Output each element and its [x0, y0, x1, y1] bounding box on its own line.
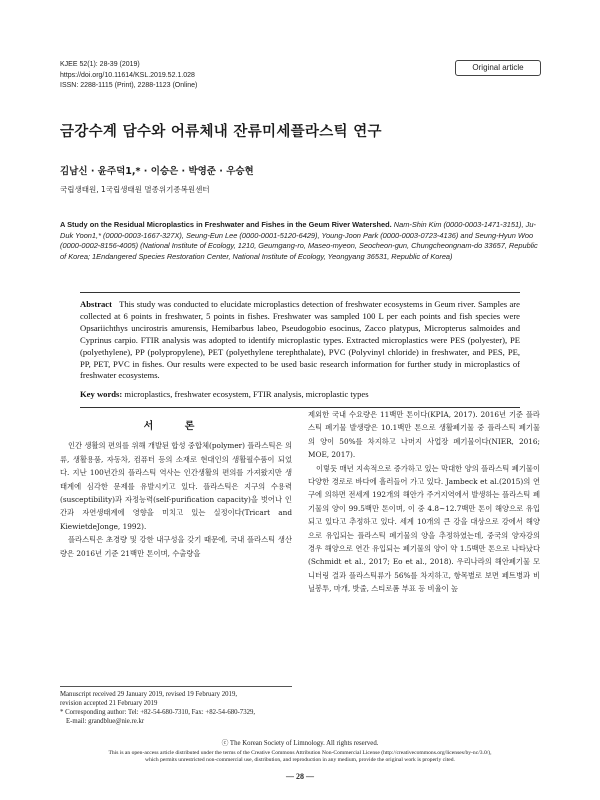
section-heading-introduction: 서 론: [143, 421, 209, 432]
abstract-box: [80, 292, 520, 408]
license-line-2: which permits unrestricted non-commercial use, distribution, and reproduction in any medium, provide the original work is properly cited.: [145, 757, 455, 764]
korean-title: 금강수계 담수와 어류체내 잔류미세플라스틱 연구: [60, 124, 382, 140]
page-number: — 28 —: [286, 772, 314, 781]
english-authors-affiliation: Nam-Shin Kim (0000-0003-1471-3151), Ju-Duk Yoon1,* (0000-0003-1667-327X), Seung-Eun Lee (0000-0001-5120-6429), Young-Joon Park (0000-0003-0723-4136) and Seung-Hyun Woo (0000-0002-8156-4005) (National Institute of Ecology, 1210, Geumgang-ro, Maseo-myeon, Seocheon-gun, Chungcheongnam-do 33657, Republic of Korea; 1Endangered Species Restoration Center, National Institute of Ecology, Yeongyang 36531, Republic of Korea): [60, 220, 538, 261]
english-title: A Study on the Residual Microplastics in Freshwater and Fishes in the Geum River Watershed.: [60, 220, 392, 229]
received-note: Manuscript received 29 January 2019, revised 19 February 2019,: [60, 691, 238, 698]
journal-citation: KJEE 52(1): 28-39 (2019): [60, 61, 140, 68]
journal-issn: ISSN: 2288-1115 (Print), 2288-1123 (Online): [60, 82, 198, 89]
accepted-note: revision accepted 21 February 2019: [60, 700, 158, 707]
copyright-line: ⓒ The Korean Society of Limnology. All rights reserved.: [221, 740, 379, 747]
license-line-1: This is an open-access article distributed under the terms of the Creative Commons Attribution Non-Commercial License (http://creativecommons.org/licenses/by-nc/3.0/),: [108, 750, 492, 756]
english-title-block: [60, 220, 540, 262]
abstract-label: Abstract: [80, 299, 112, 309]
manuscript-notes: [60, 686, 292, 726]
body-paragraph: 제외한 국내 수요량은 11백만 톤이다(KPIA, 2017). 2016년 기준 플라스틱 폐기물 발생량은 10.1백만 톤으로 생활폐기물 중 플라스틱 폐기물의 양이 50%를 차지하고 나머지 사업장 폐기물이다(NIER, 2016; MOE, 2017).: [308, 410, 540, 460]
abstract-text: This study was conducted to elucidate microplastics detection of freshwater ecosystems in Geum river. Samples are collected at 6 points in freshwater, 5 points in fishes. Freshwater was sampled 100 L per each points and fish species were Opsariichthys uncirostris amurensis, Hemibarbus labeo, Pseudogobio esocinus, Zacco platypus, Micropterus salmoides and Cyprinus carpio. FTIR analysis was adopted to identify microplastic types. Extracted microplastics were PES (polyester), PE (polyethylene), PP (polypropylene), PET (polyethylene terephthalate), PVC (Polyvinyl chloride) in freshwater, and PES, PE, PP, PET, PVC in fishes. Our results were expected to be used basic research information for further study in microplastics of freshwater ecosystems.: [80, 299, 520, 381]
corresponding-note: * Corresponding author: Tel: +82-54-680-7310, Fax: +82-54-680-7329,: [60, 709, 256, 716]
journal-info: [60, 60, 197, 92]
license-text: [60, 750, 540, 765]
email-note: E-mail: grandblue@nie.re.kr: [66, 718, 145, 725]
keywords: [80, 389, 520, 401]
keywords-label: Key words:: [80, 389, 123, 400]
korean-affiliation: 국립생태원, 1국립생태원 멸종위기종복원센터: [60, 185, 210, 194]
right-column: [308, 408, 540, 596]
journal-doi[interactable]: https://doi.org/10.11614/KSL.2019.52.1.028: [60, 71, 195, 79]
korean-authors: 김남신 · 윤주덕1,* · 이승은 · 박영준 · 우승현: [60, 166, 254, 177]
keywords-text: microplastics, freshwater ecosystem, FTIR analysis, microplastic types: [124, 389, 369, 400]
article-type-badge: Original article: [455, 60, 541, 76]
body-paragraph: 인간 생활의 편의를 위해 개발된 합성 중합체(polymer) 플라스틱은 의류, 생활용품, 자동차, 컴퓨터 등의 소재로 현대인의 생활필수품이 되었다. 지난 100년간의 플라스틱 역사는 인간생활의 편의를 가져왔지만 생태계에 심각한 문제를 유발시키고 있다. 플라스틱은 지구의 수용력(susceptibility)과 자정능력(self-purification capacity)을 벗어나 인간과 자연생태계에 영향을 미치고 있는 실정이다(Tricart and KiewietdeJonge, 1992).: [60, 441, 292, 531]
abstract: [80, 299, 520, 382]
left-column: [60, 420, 292, 560]
body-paragraph: 이렇듯 매년 지속적으로 증가하고 있는 막대한 양의 플라스틱 폐기물이 다양한 경로로 바다에 흘러들어 가고 있다. Jambeck et al.(2015)의 연구에 의하면 전세계 192개의 해안가 주거지역에서 발생하는 플라스틱 폐기물의 양이 99.5백만 톤이며, 이 중 4.8~12.7백만 톤이 해양으로 유입되고 있다고 추정하고 있다. 세계 10개의 큰 강을 대상으로 강에서 해양으로 유입되는 플라스틱 폐기물의 양을 추정하였는데, 중국의 양자강의 경우 해양으로 연간 유입되는 폐기물의 양이 약 1.5백만 톤으로 나타났다(Schmidt et al., 2017; Eo et al., 2018). 우리나라의 해안폐기물 모니터링 결과 플라스틱류가 56%를 차지하고, 항목별로 보면 페트병과 비닐봉투, 마개, 밧줄, 스티로폼 부표 등 비율이 높: [308, 463, 540, 594]
body-paragraph: 플라스틱은 초경량 및 강한 내구성을 갖기 때문에, 국내 플라스틱 생산량은 2016년 기준 21백만 톤이며, 수출량을: [60, 535, 292, 558]
